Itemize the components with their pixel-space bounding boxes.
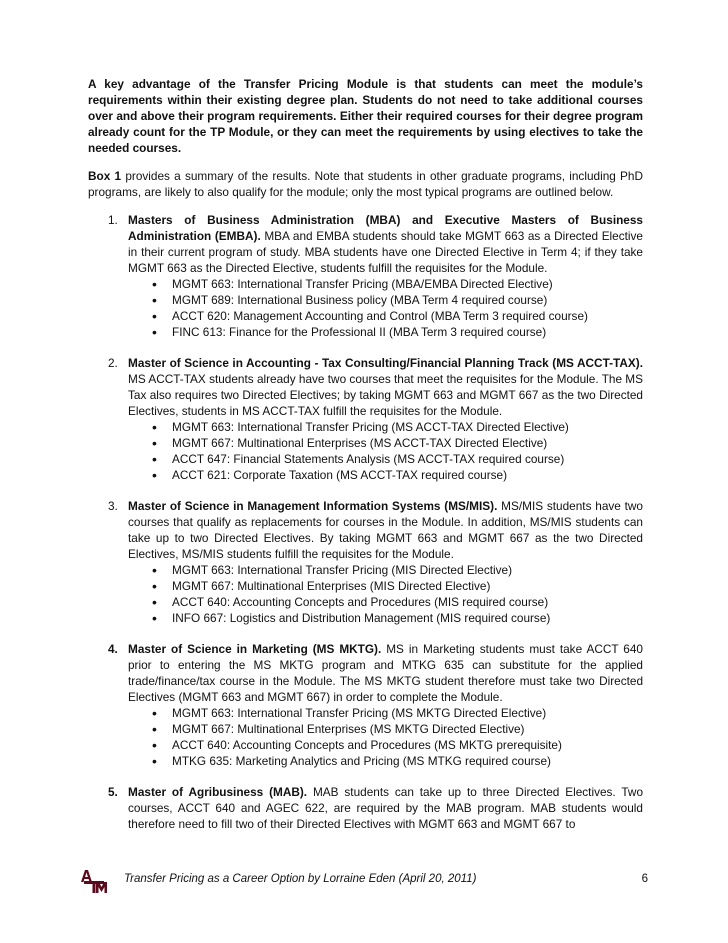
item-number: 4. — [108, 642, 118, 656]
bullet-item: • MGMT 663: International Transfer Pricing (MBA/EMBA Directed Elective) — [152, 276, 643, 292]
bullet-item: • MGMT 663: International Transfer Pricing (MIS Directed Elective) — [152, 562, 643, 578]
bullet-item: • FINC 613: Finance for the Professional II (MBA Term 3 required course) — [152, 324, 643, 340]
item-text: MAB students can take up to three Directed Electives. Two courses, ACCT 640 and AGEC 622, are required by the MAB program. MAB students would therefore need to fill two of their Directed Electives with MGMT 663 and MGMT 667 to — [128, 785, 644, 831]
item-number: 3. — [108, 499, 118, 513]
item-title: Master of Science in Accounting - Tax Consulting/Financial Planning Track (MS ACCT-TAX). — [128, 356, 643, 370]
bullet-item: • MGMT 663: International Transfer Pricing (MS MKTG Directed Elective) — [152, 705, 643, 721]
course-bullets — [128, 562, 643, 626]
item-title: Master of Agribusiness (MAB). — [128, 785, 308, 799]
list-item-2 — [88, 355, 643, 483]
bullet-item: • MGMT 689: International Business policy (MBA Term 4 required course) — [152, 292, 643, 308]
bullet-item: • ACCT 620: Management Accounting and Control (MBA Term 3 required course) — [152, 308, 643, 324]
page-footer — [80, 868, 648, 894]
item-text: MS ACCT-TAX students already have two courses that meet the requisites for the Module. The MS Tax also requires two Directed Electives; by taking MGMT 663 and MGMT 667 as the two Directed Electives, students in MS ACCT-TAX fulfill the requisites for the Module. — [128, 372, 643, 418]
list-item-5 — [88, 784, 643, 832]
item-title: Master of Science in Management Information Systems (MS/MIS). — [128, 499, 498, 513]
list-item-3 — [88, 498, 643, 626]
bullet-item: • ACCT 640: Accounting Concepts and Procedures (MIS required course) — [152, 594, 643, 610]
box1-text: provides a summary of the results. Note that students in other graduate programs, including PhD programs, are likely to also qualify for the module; only the most typical programs are outlined below. — [88, 169, 644, 199]
bullet-item: • ACCT 621: Corporate Taxation (MS ACCT-TAX required course) — [152, 467, 643, 483]
item-number: 1. — [108, 213, 118, 227]
box1-label: Box 1 — [88, 169, 122, 183]
item-number: 5. — [108, 785, 118, 799]
bullet-item: • MGMT 667: Multinational Enterprises (MS MKTG Directed Elective) — [152, 721, 643, 737]
course-bullets — [128, 705, 643, 769]
item-number: 2. — [108, 356, 118, 370]
bullet-item: • MTKG 635: Marketing Analytics and Pricing (MS MTKG required course) — [152, 753, 643, 769]
item-text: MBA and EMBA students should take MGMT 663 as a Directed Elective in their current program of study. MBA students have one Directed Elective in Term 4; if they take MGMT 663 as the Directed Elective, students fulfill the requisites for the Module. — [128, 229, 643, 275]
texas-am-logo-icon — [80, 868, 108, 894]
bullet-item: • INFO 667: Logistics and Distribution Management (MIS required course) — [152, 610, 643, 626]
box1-paragraph — [88, 168, 643, 200]
list-item-1 — [88, 212, 643, 340]
item-title: Masters of Business Administration (MBA) and Executive Masters of Business Administration (EMBA). — [128, 213, 643, 243]
bullet-item: • ACCT 640: Accounting Concepts and Procedures (MS MKTG prerequisite) — [152, 737, 643, 753]
item-title: Master of Science in Marketing (MS MKTG). — [128, 642, 382, 656]
footer-title: Transfer Pricing as a Career Option by Lorraine Eden (April 20, 2011) — [124, 873, 477, 885]
item-text: MS/MIS students have two courses that qualify as replacements for courses in the Module. In addition, MS/MIS students can take up to two Directed Electives. By taking MGMT 663 and MGMT 667 as the two Directed Electives, MS/MIS students fulfill the requisites for the Module. — [128, 499, 643, 561]
page-number: 6 — [641, 873, 648, 885]
item-text: MS in Marketing students must take ACCT 640 prior to entering the MS MKTG program and MTKG 635 can substitute for the applied trade/finance/tax course in the Module. The MS MKTG student therefore must take two Directed Electives (MGMT 663 and MGMT 667) in order to complete the Module. — [128, 642, 643, 704]
course-bullets — [128, 276, 643, 340]
program-list — [88, 212, 643, 832]
intro-paragraph: A key advantage of the Transfer Pricing Module is that students can meet the module’s requirements within their existing degree plan. Students do not need to take additional courses over and above their program requirements. Either their required courses for their degree program already count for the TP Module, or they can meet the requirements by using electives to take the needed courses. — [88, 77, 643, 155]
course-bullets — [128, 419, 643, 483]
bullet-item: • MGMT 663: International Transfer Pricing (MS ACCT-TAX Directed Elective) — [152, 419, 643, 435]
bullet-item: • MGMT 667: Multinational Enterprises (MIS Directed Elective) — [152, 578, 643, 594]
bullet-item: • MGMT 667: Multinational Enterprises (MS ACCT-TAX Directed Elective) — [152, 435, 643, 451]
page-body — [88, 76, 643, 847]
list-item-4 — [88, 641, 643, 769]
bullet-item: • ACCT 647: Financial Statements Analysis (MS ACCT-TAX required course) — [152, 451, 643, 467]
